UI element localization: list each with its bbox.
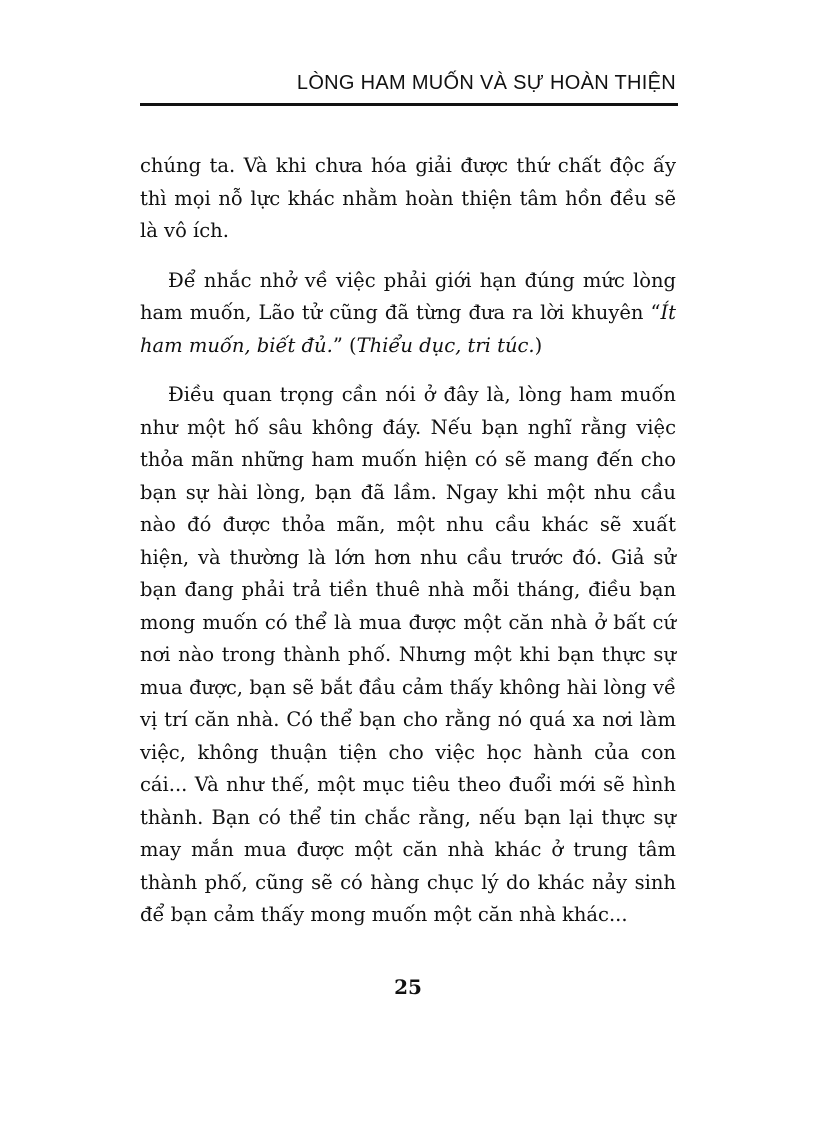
running-header: LÒNG HAM MUỐN VÀ SỰ HOÀN THIỆN [296,72,676,94]
paragraph-3: Điều quan trọng cần nói ở đây là, lòng ham muốn như một hố sâu không đáy. Nếu bạn nghĩ rằng việc thỏa mãn những ham muốn hiện có sẽ mang đến cho bạn sự hài lòng, bạn đã lầm. Ngay khi một nhu cầu nào đó được thỏa mãn, một nhu cầu khác sẽ xuất hiện, và thường là lớn hơn nhu cầu trước đó. Giả sử bạn đang phải trả tiền thuê nhà mỗi tháng, điều bạn mong muốn có thể là mua được một căn nhà ở bất cứ nơi nào trong thành phố. Nhưng một khi bạn thực sự mua được, bạn sẽ bắt đầu cảm thấy không hài lòng về vị trí căn nhà. Có thể bạn cho rằng nó quá xa nơi làm việc, không thuận tiện cho việc học hành của con cái... Và như thế, một mục tiêu theo đuổi mới sẽ hình thành. Bạn có thể tin chắc rằng, nếu bạn lại thực sự may mắn mua được một căn nhà khác ở trung tâm thành phố, cũng sẽ có hàng chục lý do khác nảy sinh để bạn cảm thấy mong muốn một căn nhà khác... [140,383,676,926]
paragraph-2-lead: Để nhắc nhở về việc phải giới hạn đúng mức lòng ham muốn, Lão tử cũng đã từng đưa ra lời khuyên “ [140,268,676,324]
paragraph-1: chúng ta. Và khi chưa hóa giải được thứ chất độc ấy thì mọi nỗ lực khác nhằm hoàn thiện tâm hồn đều sẽ là vô ích. [140,154,676,242]
body-text [140,150,676,949]
paragraph-2-close: ) [534,333,543,357]
header-rule [140,103,678,106]
paragraph-2-between: ” ( [332,333,357,357]
sino-vietnamese-translation: Thiểu dục, tri túc. [356,333,535,357]
lao-tzu-quote: Ít ham muốn, biết đủ. [140,301,676,357]
paragraph-2 [140,265,676,363]
page-number: 25 [394,975,422,999]
